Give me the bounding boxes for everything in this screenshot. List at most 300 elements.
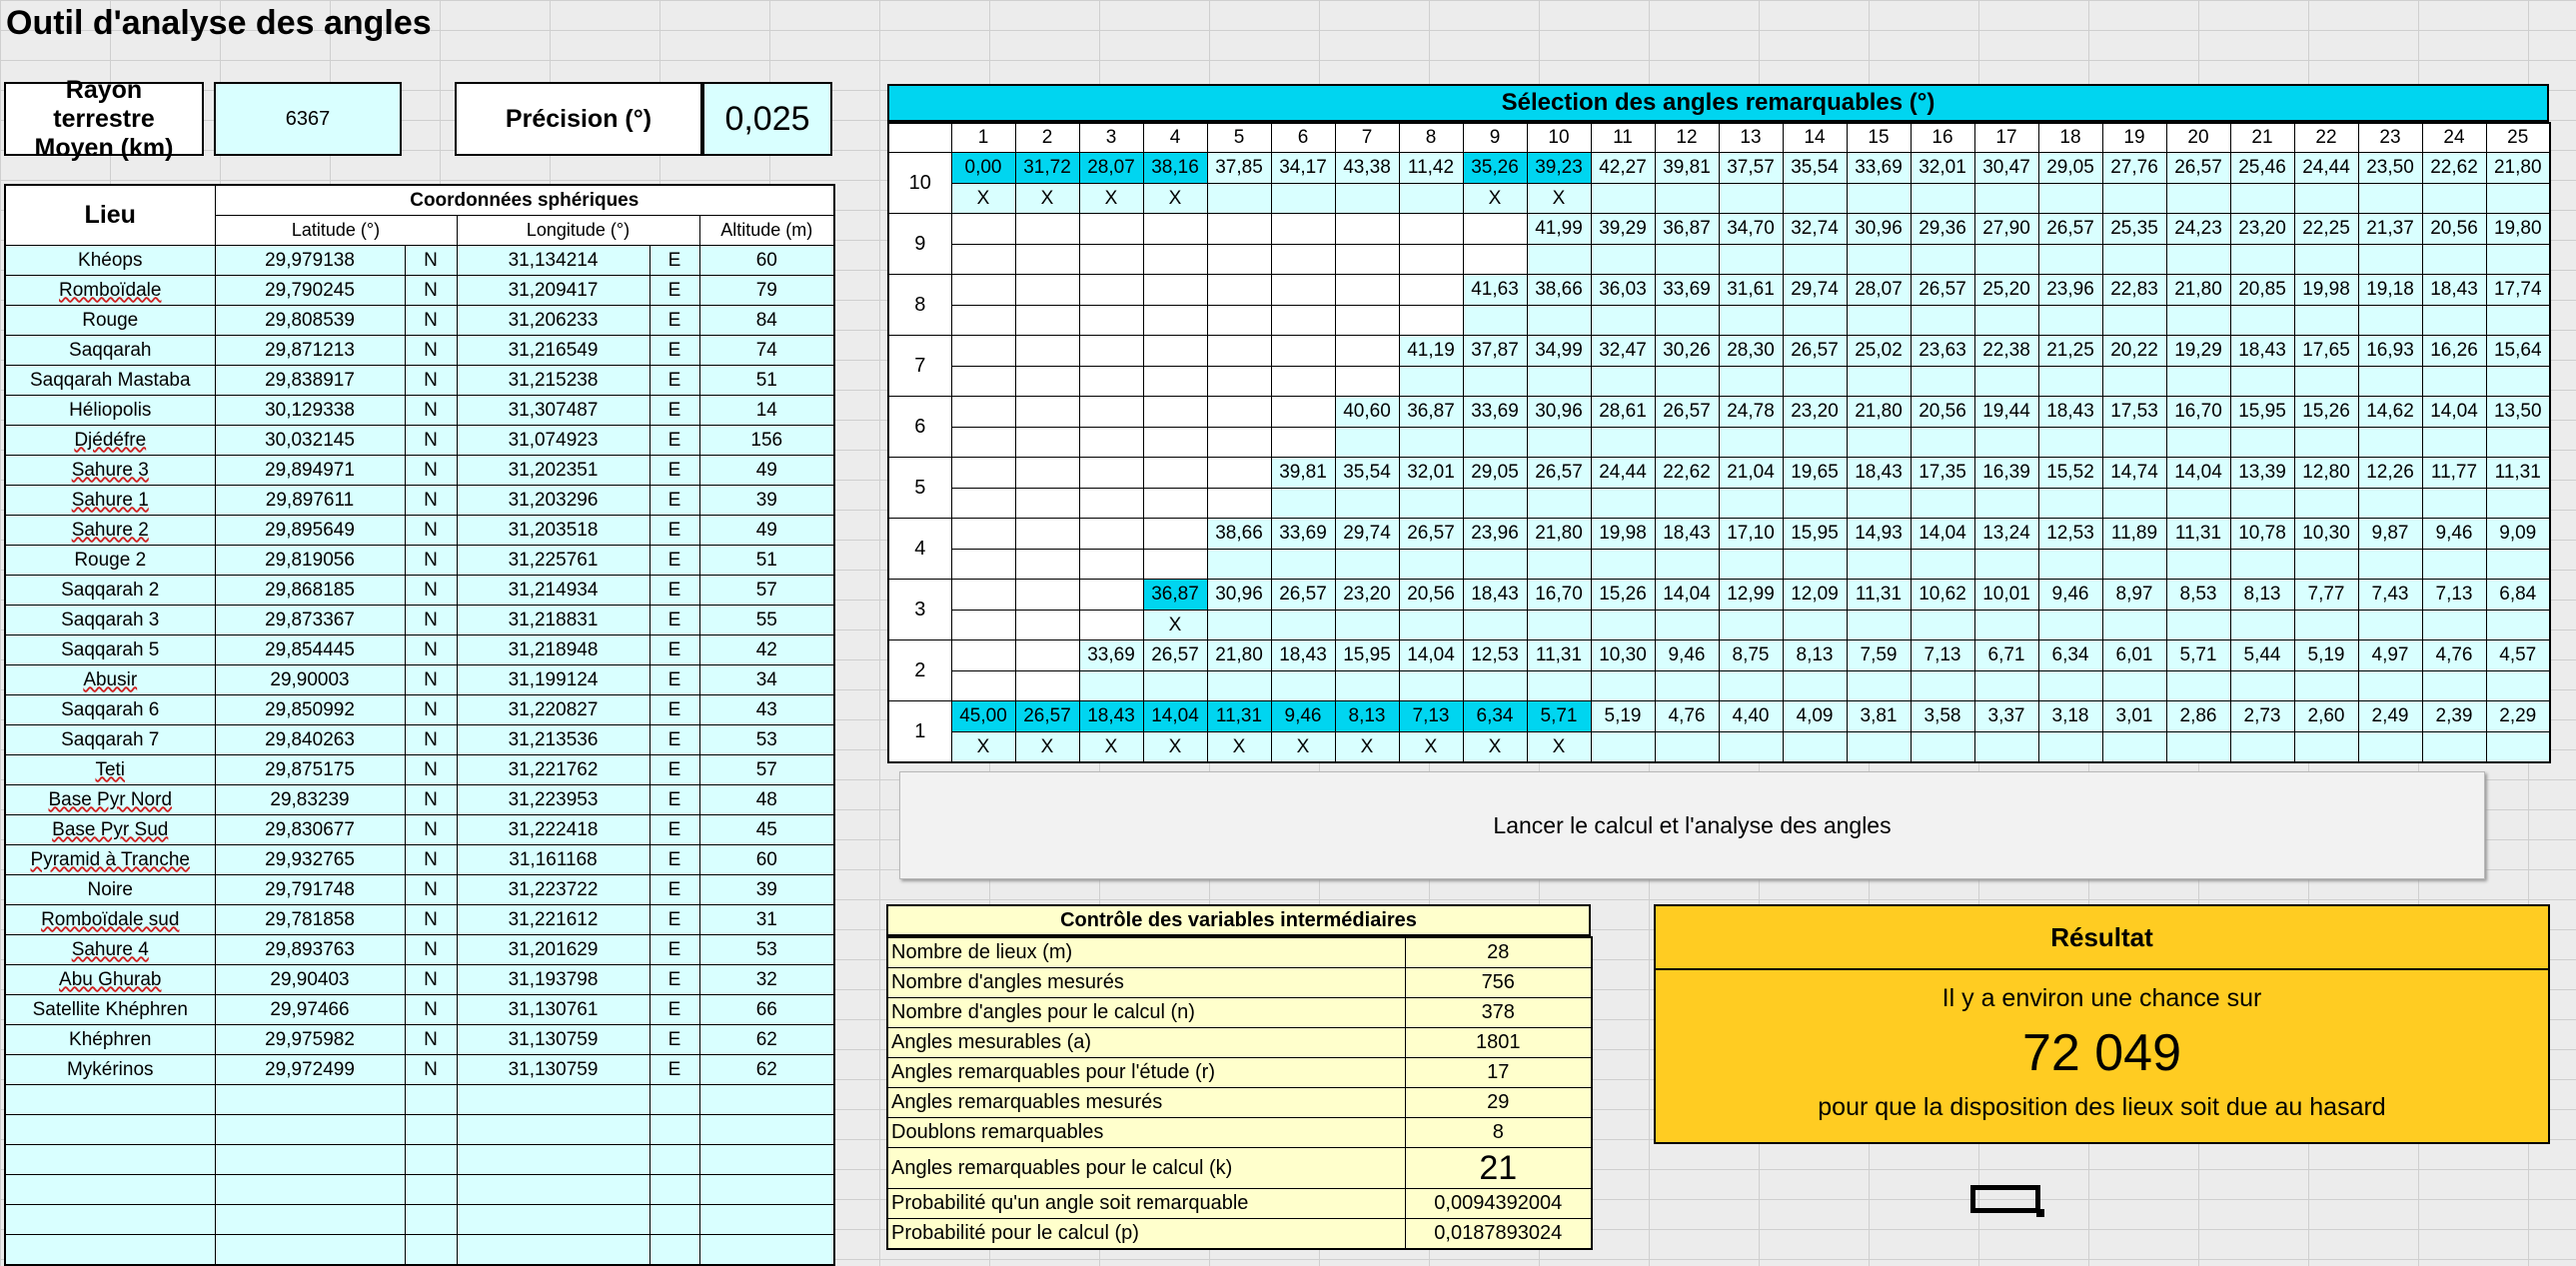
angle-value-cell[interactable]: 21,80 <box>1207 640 1271 671</box>
angle-value-cell[interactable] <box>1463 214 1527 245</box>
angle-value-cell[interactable] <box>1143 519 1207 550</box>
angle-select-cell[interactable] <box>1079 306 1143 336</box>
angle-select-cell[interactable] <box>1207 489 1271 519</box>
empty-cell[interactable] <box>699 1175 834 1205</box>
angle-value-cell[interactable]: 32,47 <box>1591 336 1655 367</box>
angle-select-cell[interactable] <box>1783 550 1847 580</box>
angle-value-cell[interactable]: 10,78 <box>2230 519 2294 550</box>
angle-value-cell[interactable]: 27,90 <box>1974 214 2038 245</box>
angle-select-cell[interactable] <box>1847 611 1911 640</box>
angle-select-cell[interactable] <box>1655 611 1719 640</box>
empty-cell[interactable] <box>457 1235 649 1266</box>
angle-value-cell[interactable]: 43,38 <box>1335 153 1399 184</box>
angle-select-cell[interactable] <box>2102 489 2166 519</box>
angle-value-cell[interactable]: 36,03 <box>1591 275 1655 306</box>
angle-value-cell[interactable]: 26,57 <box>1527 458 1591 489</box>
angle-select-cell[interactable] <box>1655 671 1719 701</box>
angle-value-cell[interactable]: 18,43 <box>2230 336 2294 367</box>
angle-value-cell[interactable]: 15,26 <box>2294 397 2358 428</box>
empty-cell[interactable] <box>5 1115 215 1145</box>
place-ew[interactable] <box>649 875 699 905</box>
angle-value-cell[interactable]: 24,44 <box>1591 458 1655 489</box>
angle-value-cell[interactable] <box>1271 214 1335 245</box>
place-name[interactable] <box>5 486 215 516</box>
angle-value-cell[interactable]: 11,31 <box>1847 580 1911 611</box>
place-ns[interactable] <box>405 336 457 366</box>
empty-cell[interactable] <box>457 1205 649 1235</box>
place-longitude[interactable] <box>457 546 649 576</box>
place-ns[interactable] <box>405 246 457 276</box>
control-value[interactable]: 756 <box>1405 968 1592 998</box>
angle-value-cell[interactable]: 18,43 <box>1271 640 1335 671</box>
angle-select-cell[interactable] <box>1847 184 1911 214</box>
angle-value-cell[interactable] <box>1207 214 1271 245</box>
angle-value-cell[interactable] <box>1271 336 1335 367</box>
angle-select-cell[interactable] <box>1783 489 1847 519</box>
angle-value-cell[interactable]: 9,46 <box>1271 701 1335 732</box>
angle-select-cell[interactable] <box>2166 489 2230 519</box>
place-longitude[interactable] <box>457 396 649 426</box>
angle-select-cell[interactable] <box>1847 550 1911 580</box>
angle-value-cell[interactable]: 29,05 <box>1463 458 1527 489</box>
angle-select-cell[interactable] <box>1463 611 1527 640</box>
angle-value-cell[interactable]: 26,57 <box>1783 336 1847 367</box>
angle-value-cell[interactable]: 30,96 <box>1527 397 1591 428</box>
angle-value-cell[interactable]: 14,04 <box>2422 397 2486 428</box>
angle-value-cell[interactable]: 22,83 <box>2102 275 2166 306</box>
place-name[interactable] <box>5 276 215 306</box>
place-name[interactable] <box>5 246 215 276</box>
angle-value-cell[interactable]: 15,95 <box>1335 640 1399 671</box>
place-longitude[interactable] <box>457 366 649 396</box>
place-longitude[interactable] <box>457 965 649 995</box>
angle-select-cell[interactable] <box>1207 184 1271 214</box>
place-longitude[interactable] <box>457 935 649 965</box>
angle-value-cell[interactable]: 7,59 <box>1847 640 1911 671</box>
angle-select-cell[interactable] <box>1015 489 1079 519</box>
angle-select-cell[interactable] <box>1591 367 1655 397</box>
angle-value-cell[interactable] <box>1015 397 1079 428</box>
place-ns[interactable] <box>405 306 457 336</box>
angle-select-cell[interactable] <box>1847 732 1911 763</box>
place-latitude[interactable] <box>215 725 405 755</box>
place-ew[interactable] <box>649 665 699 695</box>
angle-select-cell[interactable] <box>1399 245 1463 275</box>
angle-value-cell[interactable]: 28,61 <box>1591 397 1655 428</box>
angle-value-cell[interactable] <box>1207 275 1271 306</box>
place-longitude[interactable] <box>457 576 649 606</box>
angle-select-cell[interactable] <box>1271 245 1335 275</box>
angle-value-cell[interactable]: 11,31 <box>2166 519 2230 550</box>
place-longitude[interactable] <box>457 725 649 755</box>
place-ew[interactable] <box>649 366 699 396</box>
empty-cell[interactable] <box>405 1145 457 1175</box>
angle-value-cell[interactable]: 6,01 <box>2102 640 2166 671</box>
angle-select-cell[interactable] <box>1655 306 1719 336</box>
angle-value-cell[interactable] <box>1335 275 1399 306</box>
angle-value-cell[interactable]: 17,74 <box>2486 275 2550 306</box>
angle-value-cell[interactable]: 37,87 <box>1463 336 1527 367</box>
angle-value-cell[interactable]: 5,44 <box>2230 640 2294 671</box>
angle-select-cell[interactable]: X <box>1015 184 1079 214</box>
angle-value-cell[interactable]: 28,30 <box>1719 336 1783 367</box>
angle-value-cell[interactable]: 26,57 <box>1655 397 1719 428</box>
place-longitude[interactable] <box>457 1025 649 1055</box>
place-longitude[interactable] <box>457 276 649 306</box>
angle-value-cell[interactable] <box>1335 336 1399 367</box>
place-latitude[interactable] <box>215 336 405 366</box>
angle-select-cell[interactable] <box>1079 671 1143 701</box>
empty-cell[interactable] <box>699 1205 834 1235</box>
angle-value-cell[interactable]: 7,13 <box>1399 701 1463 732</box>
control-value[interactable]: 1801 <box>1405 1028 1592 1058</box>
angle-select-cell[interactable] <box>1207 245 1271 275</box>
angle-select-cell[interactable] <box>1847 489 1911 519</box>
angle-select-cell[interactable] <box>2038 367 2102 397</box>
angle-value-cell[interactable]: 26,57 <box>1143 640 1207 671</box>
angle-select-cell[interactable] <box>1271 306 1335 336</box>
angle-value-cell[interactable]: 24,78 <box>1719 397 1783 428</box>
place-ew[interactable] <box>649 935 699 965</box>
angle-select-cell[interactable] <box>1655 184 1719 214</box>
empty-cell[interactable] <box>405 1085 457 1115</box>
angle-select-cell[interactable] <box>2166 611 2230 640</box>
angle-select-cell[interactable] <box>2422 306 2486 336</box>
angle-value-cell[interactable]: 39,29 <box>1591 214 1655 245</box>
angle-select-cell[interactable] <box>2166 732 2230 763</box>
angle-value-cell[interactable]: 34,99 <box>1527 336 1591 367</box>
angle-value-cell[interactable]: 31,61 <box>1719 275 1783 306</box>
place-ew[interactable] <box>649 516 699 546</box>
angle-value-cell[interactable]: 22,62 <box>2422 153 2486 184</box>
angle-value-cell[interactable]: 12,09 <box>1783 580 1847 611</box>
angle-select-cell[interactable] <box>1719 306 1783 336</box>
angle-value-cell[interactable]: 26,57 <box>1015 701 1079 732</box>
angle-value-cell[interactable]: 35,54 <box>1335 458 1399 489</box>
angle-select-cell[interactable] <box>1527 306 1591 336</box>
place-name[interactable] <box>5 845 215 875</box>
angle-select-cell[interactable] <box>2166 671 2230 701</box>
angle-value-cell[interactable]: 42,27 <box>1591 153 1655 184</box>
place-latitude[interactable] <box>215 965 405 995</box>
angle-value-cell[interactable]: 22,38 <box>1974 336 2038 367</box>
place-ew[interactable] <box>649 276 699 306</box>
angle-select-cell[interactable] <box>2230 306 2294 336</box>
place-name[interactable] <box>5 965 215 995</box>
place-longitude[interactable] <box>457 486 649 516</box>
angle-select-cell[interactable] <box>2102 306 2166 336</box>
angle-value-cell[interactable]: 5,19 <box>2294 640 2358 671</box>
place-altitude[interactable] <box>699 635 834 665</box>
angle-select-cell[interactable] <box>1463 489 1527 519</box>
angle-select-cell[interactable] <box>1399 184 1463 214</box>
control-value[interactable]: 28 <box>1405 937 1592 968</box>
angle-value-cell[interactable]: 45,00 <box>951 701 1015 732</box>
angle-select-cell[interactable] <box>1015 245 1079 275</box>
angle-select-cell[interactable] <box>2294 550 2358 580</box>
angle-value-cell[interactable]: 19,65 <box>1783 458 1847 489</box>
place-ew[interactable] <box>649 306 699 336</box>
angle-value-cell[interactable]: 3,58 <box>1911 701 1974 732</box>
angle-select-cell[interactable] <box>1399 611 1463 640</box>
angle-select-cell[interactable] <box>1271 428 1335 458</box>
angle-select-cell[interactable] <box>1143 489 1207 519</box>
angle-select-cell[interactable] <box>2102 611 2166 640</box>
angle-value-cell[interactable]: 14,04 <box>1399 640 1463 671</box>
angle-select-cell[interactable] <box>2038 184 2102 214</box>
angle-value-cell[interactable]: 27,76 <box>2102 153 2166 184</box>
angle-select-cell[interactable] <box>2358 550 2422 580</box>
place-name[interactable] <box>5 336 215 366</box>
place-ns[interactable] <box>405 426 457 456</box>
angle-select-cell[interactable] <box>2486 611 2550 640</box>
place-altitude[interactable] <box>699 665 834 695</box>
angle-select-cell[interactable] <box>1527 245 1591 275</box>
angle-select-cell[interactable]: X <box>1079 732 1143 763</box>
empty-cell[interactable] <box>649 1175 699 1205</box>
angle-select-cell[interactable] <box>1591 550 1655 580</box>
angle-select-cell[interactable] <box>2166 184 2230 214</box>
angle-value-cell[interactable]: 2,49 <box>2358 701 2422 732</box>
angle-value-cell[interactable]: 15,95 <box>2230 397 2294 428</box>
run-analysis-button[interactable]: Lancer le calcul et l'analyse des angles <box>899 771 2485 879</box>
place-name[interactable] <box>5 1025 215 1055</box>
angle-select-cell[interactable] <box>1271 550 1335 580</box>
angle-value-cell[interactable] <box>1079 458 1143 489</box>
angle-value-cell[interactable] <box>1207 336 1271 367</box>
angle-select-cell[interactable] <box>1079 550 1143 580</box>
empty-cell[interactable] <box>405 1235 457 1266</box>
angle-select-cell[interactable] <box>1207 428 1271 458</box>
angle-value-cell[interactable]: 6,71 <box>1974 640 2038 671</box>
angle-select-cell[interactable] <box>1911 428 1974 458</box>
angle-select-cell[interactable] <box>1847 367 1911 397</box>
angle-select-cell[interactable] <box>1911 732 1974 763</box>
angle-value-cell[interactable]: 38,16 <box>1143 153 1207 184</box>
empty-cell[interactable] <box>5 1205 215 1235</box>
angle-select-cell[interactable] <box>1591 428 1655 458</box>
place-ew[interactable] <box>649 635 699 665</box>
angle-select-cell[interactable] <box>2102 184 2166 214</box>
place-ns[interactable] <box>405 995 457 1025</box>
angle-select-cell[interactable] <box>2166 550 2230 580</box>
place-ns[interactable] <box>405 486 457 516</box>
place-altitude[interactable] <box>699 1055 834 1085</box>
place-latitude[interactable] <box>215 935 405 965</box>
angle-value-cell[interactable]: 16,39 <box>1974 458 2038 489</box>
angle-value-cell[interactable]: 4,76 <box>1655 701 1719 732</box>
angle-select-cell[interactable] <box>2358 489 2422 519</box>
angle-value-cell[interactable]: 18,43 <box>1847 458 1911 489</box>
angle-value-cell[interactable]: 19,98 <box>2294 275 2358 306</box>
empty-cell[interactable] <box>457 1115 649 1145</box>
place-altitude[interactable] <box>699 306 834 336</box>
place-ew[interactable] <box>649 695 699 725</box>
place-altitude[interactable] <box>699 246 834 276</box>
angle-select-cell[interactable] <box>1655 428 1719 458</box>
angle-value-cell[interactable]: 18,43 <box>2038 397 2102 428</box>
angle-select-cell[interactable] <box>2294 732 2358 763</box>
angle-select-cell[interactable] <box>2230 671 2294 701</box>
place-latitude[interactable] <box>215 486 405 516</box>
angle-value-cell[interactable]: 17,35 <box>1911 458 1974 489</box>
angle-value-cell[interactable]: 38,66 <box>1207 519 1271 550</box>
place-ew[interactable] <box>649 456 699 486</box>
angle-select-cell[interactable] <box>1974 367 2038 397</box>
angle-select-cell[interactable] <box>2230 428 2294 458</box>
place-name[interactable] <box>5 725 215 755</box>
angle-value-cell[interactable]: 11,77 <box>2422 458 2486 489</box>
angle-value-cell[interactable]: 5,71 <box>2166 640 2230 671</box>
angle-select-cell[interactable] <box>1911 489 1974 519</box>
angle-value-cell[interactable]: 3,37 <box>1974 701 2038 732</box>
angle-select-cell[interactable] <box>2102 732 2166 763</box>
angle-value-cell[interactable] <box>951 214 1015 245</box>
angle-select-cell[interactable] <box>1143 306 1207 336</box>
angle-value-cell[interactable]: 8,13 <box>1335 701 1399 732</box>
angle-select-cell[interactable] <box>2358 245 2422 275</box>
angle-value-cell[interactable]: 3,01 <box>2102 701 2166 732</box>
angle-select-cell[interactable] <box>1335 428 1399 458</box>
angle-value-cell[interactable] <box>1143 336 1207 367</box>
angle-value-cell[interactable]: 18,43 <box>1655 519 1719 550</box>
angle-select-cell[interactable] <box>1719 611 1783 640</box>
angle-value-cell[interactable]: 29,05 <box>2038 153 2102 184</box>
angle-select-cell[interactable]: X <box>1143 184 1207 214</box>
place-longitude[interactable] <box>457 875 649 905</box>
angle-select-cell[interactable] <box>1463 428 1527 458</box>
angle-value-cell[interactable]: 2,39 <box>2422 701 2486 732</box>
angle-value-cell[interactable]: 26,57 <box>1271 580 1335 611</box>
angle-select-cell[interactable] <box>1974 245 2038 275</box>
place-ew[interactable] <box>649 396 699 426</box>
place-latitude[interactable] <box>215 426 405 456</box>
precision-value-cell[interactable] <box>702 82 832 156</box>
angle-select-cell[interactable]: X <box>1527 732 1591 763</box>
angle-value-cell[interactable]: 39,81 <box>1655 153 1719 184</box>
angle-value-cell[interactable] <box>1143 458 1207 489</box>
place-altitude[interactable] <box>699 606 834 635</box>
angle-select-cell[interactable] <box>1143 671 1207 701</box>
angle-value-cell[interactable]: 32,01 <box>1911 153 1974 184</box>
angle-value-cell[interactable]: 19,29 <box>2166 336 2230 367</box>
angle-select-cell[interactable] <box>2102 367 2166 397</box>
angle-value-cell[interactable]: 23,50 <box>2358 153 2422 184</box>
angle-value-cell[interactable]: 21,37 <box>2358 214 2422 245</box>
angle-value-cell[interactable]: 9,46 <box>1655 640 1719 671</box>
angle-select-cell[interactable] <box>1079 489 1143 519</box>
angle-select-cell[interactable] <box>1591 671 1655 701</box>
angle-select-cell[interactable] <box>1015 671 1079 701</box>
place-longitude[interactable] <box>457 426 649 456</box>
angle-value-cell[interactable] <box>1143 397 1207 428</box>
angle-value-cell[interactable]: 4,57 <box>2486 640 2550 671</box>
place-name[interactable] <box>5 665 215 695</box>
place-name[interactable] <box>5 755 215 785</box>
angle-value-cell[interactable]: 10,62 <box>1911 580 1974 611</box>
angle-value-cell[interactable]: 19,18 <box>2358 275 2422 306</box>
angle-select-cell[interactable] <box>2294 245 2358 275</box>
angle-select-cell[interactable] <box>1719 550 1783 580</box>
angle-select-cell[interactable] <box>1911 184 1974 214</box>
place-ew[interactable] <box>649 785 699 815</box>
angle-value-cell[interactable]: 16,26 <box>2422 336 2486 367</box>
angle-select-cell[interactable] <box>1399 489 1463 519</box>
angle-select-cell[interactable] <box>1591 184 1655 214</box>
angle-select-cell[interactable] <box>1974 732 2038 763</box>
angle-value-cell[interactable] <box>1207 397 1271 428</box>
empty-cell[interactable] <box>215 1085 405 1115</box>
place-ns[interactable] <box>405 935 457 965</box>
angle-select-cell[interactable] <box>1783 306 1847 336</box>
angle-value-cell[interactable]: 36,87 <box>1143 580 1207 611</box>
angle-select-cell[interactable] <box>1911 367 1974 397</box>
angle-value-cell[interactable]: 34,17 <box>1271 153 1335 184</box>
angle-value-cell[interactable]: 11,31 <box>1207 701 1271 732</box>
angle-select-cell[interactable] <box>1207 671 1271 701</box>
angle-select-cell[interactable] <box>2230 489 2294 519</box>
angle-value-cell[interactable]: 20,56 <box>1399 580 1463 611</box>
angle-select-cell[interactable] <box>2294 611 2358 640</box>
angle-select-cell[interactable] <box>951 671 1015 701</box>
place-altitude[interactable] <box>699 546 834 576</box>
place-ew[interactable] <box>649 576 699 606</box>
empty-cell[interactable] <box>5 1235 215 1266</box>
angle-value-cell[interactable] <box>1015 640 1079 671</box>
angle-value-cell[interactable]: 23,20 <box>1335 580 1399 611</box>
angle-value-cell[interactable] <box>1207 458 1271 489</box>
angle-value-cell[interactable]: 15,95 <box>1783 519 1847 550</box>
place-altitude[interactable] <box>699 995 834 1025</box>
precision-label-cell[interactable] <box>455 82 702 156</box>
angle-select-cell[interactable] <box>1335 245 1399 275</box>
angle-select-cell[interactable] <box>1143 428 1207 458</box>
place-ew[interactable] <box>649 426 699 456</box>
place-latitude[interactable] <box>215 246 405 276</box>
angle-value-cell[interactable]: 10,30 <box>1591 640 1655 671</box>
angle-select-cell[interactable] <box>1335 611 1399 640</box>
empty-cell[interactable] <box>215 1235 405 1266</box>
angle-value-cell[interactable]: 9,09 <box>2486 519 2550 550</box>
place-longitude[interactable] <box>457 516 649 546</box>
control-value[interactable]: 17 <box>1405 1058 1592 1088</box>
empty-cell[interactable] <box>215 1205 405 1235</box>
angle-select-cell[interactable] <box>2422 428 2486 458</box>
angle-select-cell[interactable] <box>2102 550 2166 580</box>
angle-value-cell[interactable]: 19,98 <box>1591 519 1655 550</box>
angle-value-cell[interactable] <box>1015 458 1079 489</box>
angle-select-cell[interactable] <box>1655 245 1719 275</box>
angle-value-cell[interactable]: 5,71 <box>1527 701 1591 732</box>
place-altitude[interactable] <box>699 516 834 546</box>
angle-select-cell[interactable] <box>1783 367 1847 397</box>
angle-value-cell[interactable]: 33,69 <box>1463 397 1527 428</box>
place-latitude[interactable] <box>215 845 405 875</box>
angle-value-cell[interactable]: 35,26 <box>1463 153 1527 184</box>
place-ns[interactable] <box>405 965 457 995</box>
angle-value-cell[interactable] <box>1079 214 1143 245</box>
angle-value-cell[interactable]: 19,80 <box>2486 214 2550 245</box>
angle-select-cell[interactable] <box>2422 671 2486 701</box>
angle-select-cell[interactable] <box>2358 671 2422 701</box>
angle-select-cell[interactable]: X <box>951 732 1015 763</box>
angle-value-cell[interactable]: 4,97 <box>2358 640 2422 671</box>
angle-value-cell[interactable]: 9,46 <box>2038 580 2102 611</box>
place-ew[interactable] <box>649 995 699 1025</box>
radius-label-cell[interactable] <box>4 75 204 162</box>
angle-value-cell[interactable]: 32,01 <box>1399 458 1463 489</box>
angle-select-cell[interactable] <box>2038 732 2102 763</box>
